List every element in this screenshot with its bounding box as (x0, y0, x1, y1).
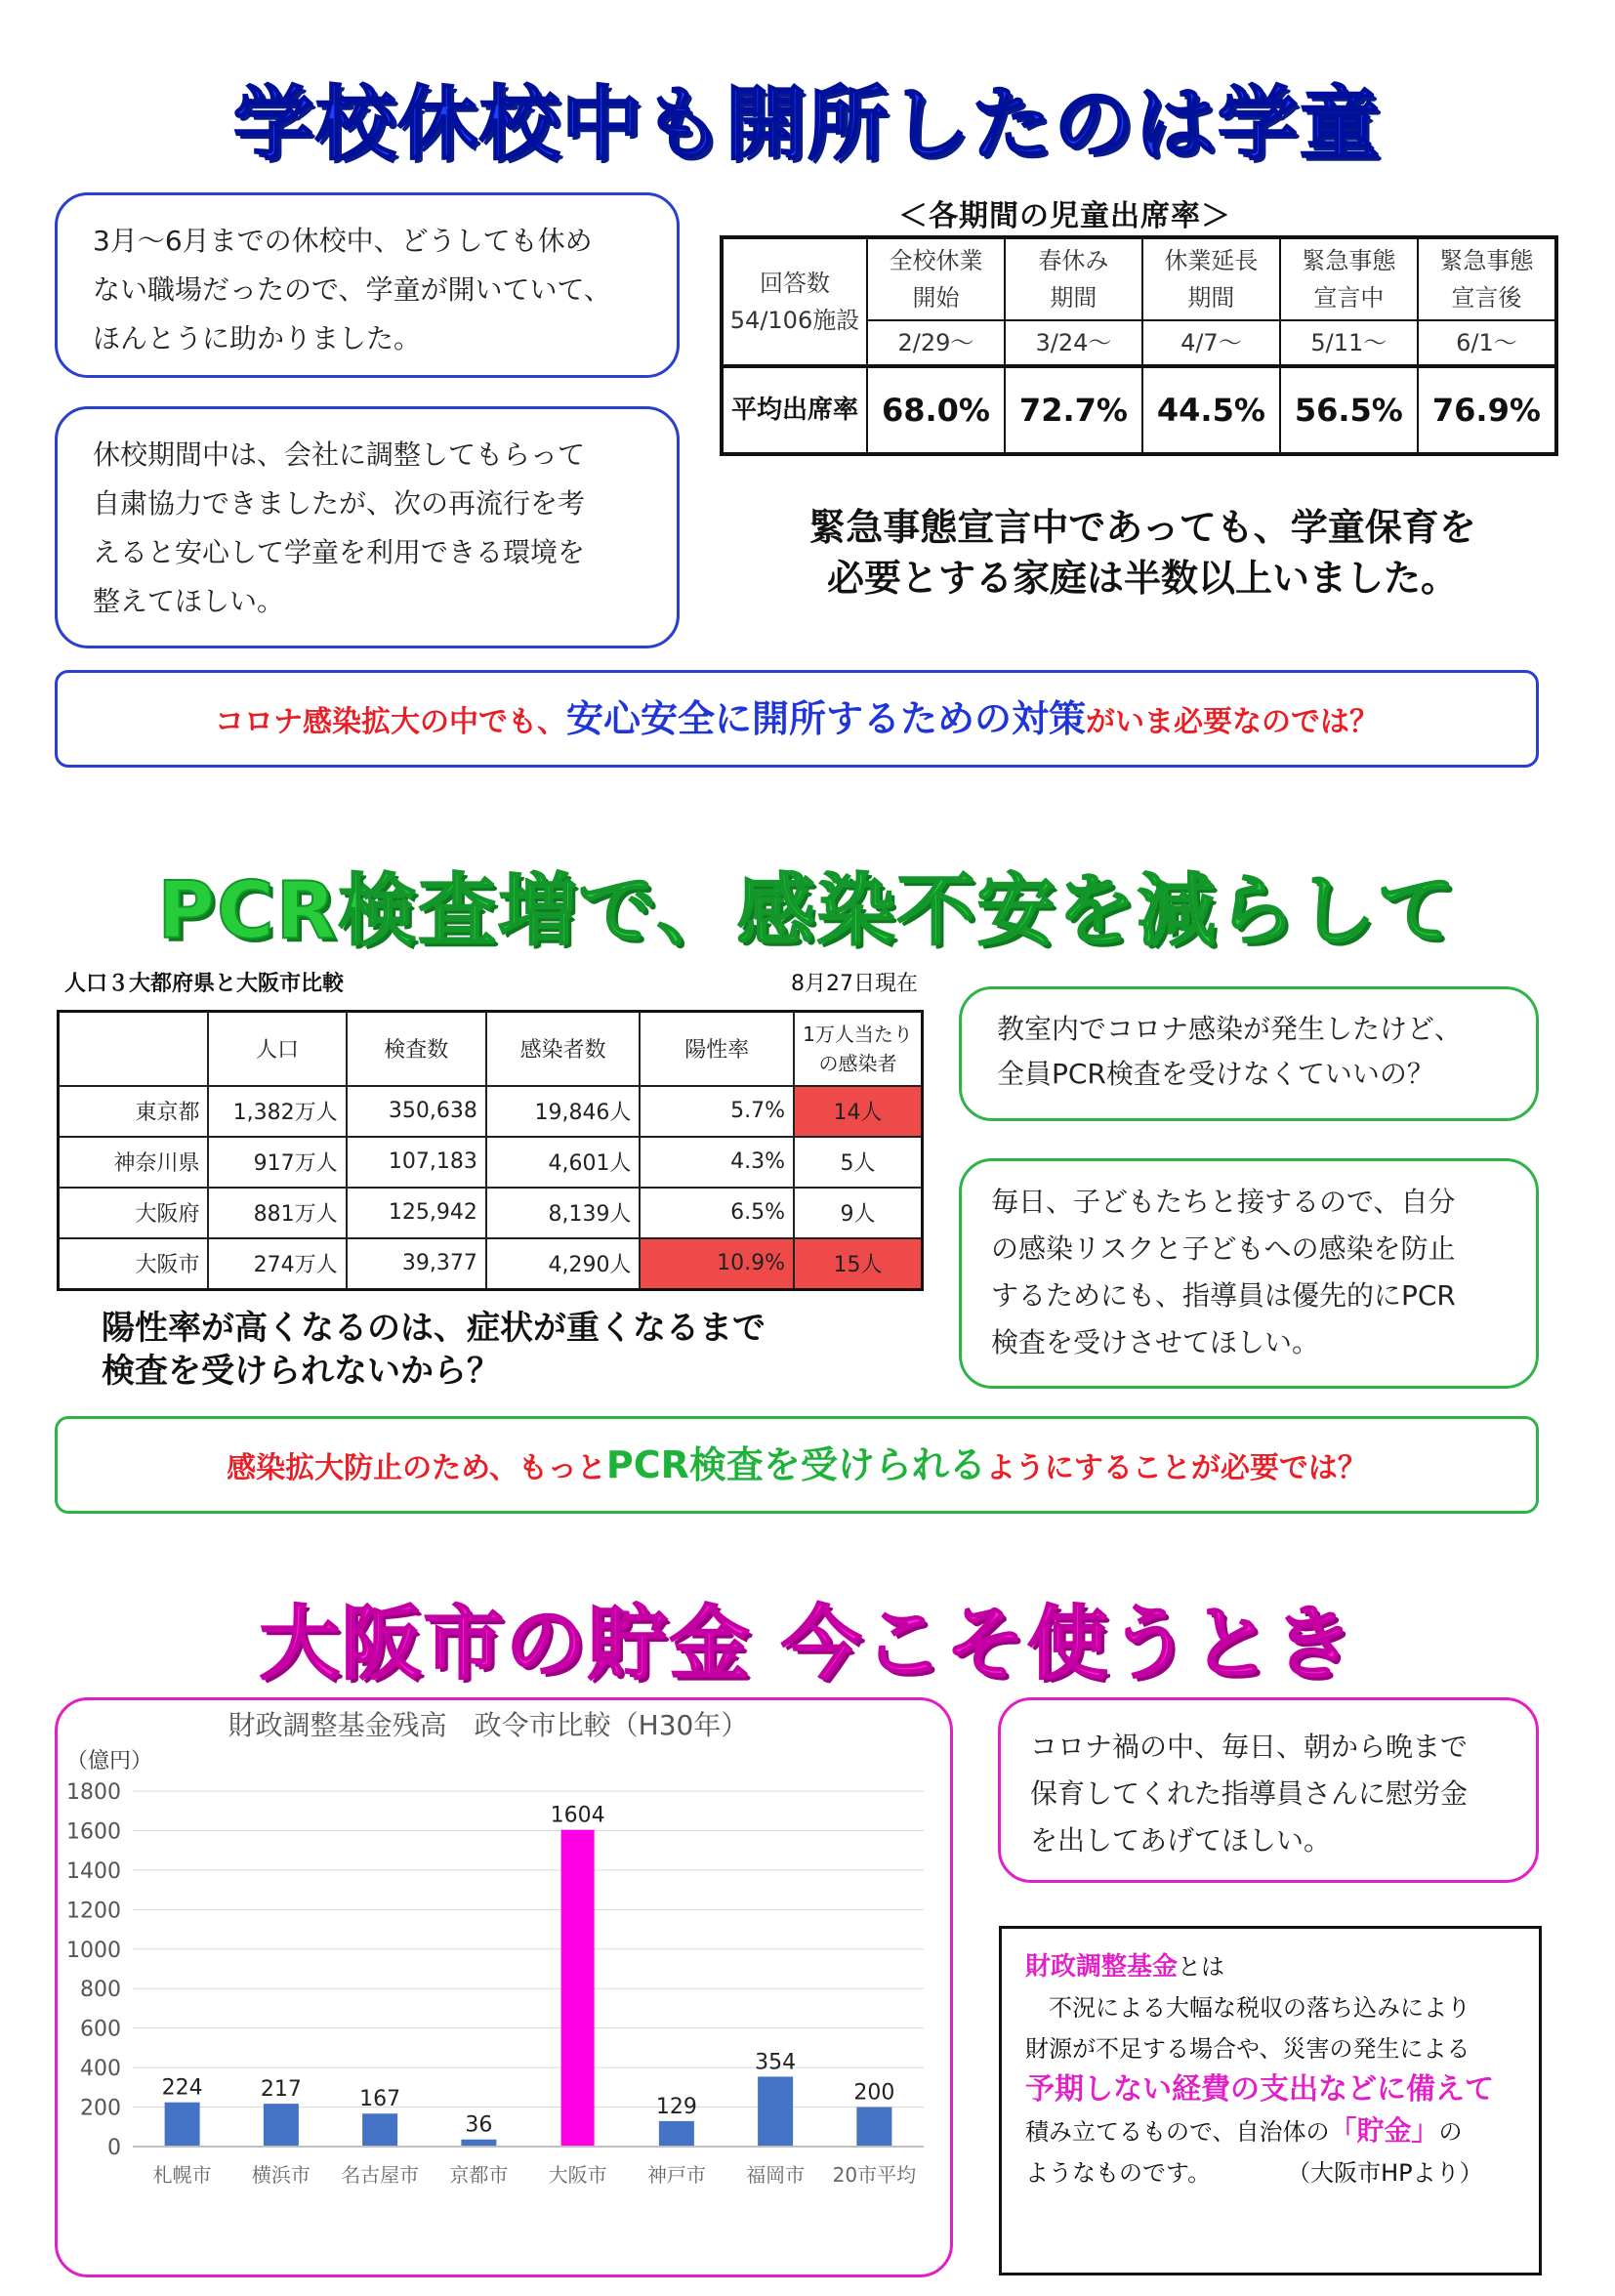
period-date: 4/7～ (1142, 320, 1280, 365)
table-cell-rate: 4.3% (640, 1137, 794, 1188)
table-row (59, 1137, 923, 1188)
fund-balance-chart (59, 1701, 949, 2274)
period-header: 緊急事態 宣言中 (1280, 237, 1418, 320)
table-header-cell: 1万人当たり の感染者 (794, 1012, 923, 1086)
table-cell-name: 大阪府 (59, 1188, 209, 1238)
table-cell-tests: 125,942 (347, 1188, 486, 1238)
bar (856, 2108, 891, 2147)
comment-line: 3月～6月までの休校中、どうしても休め (93, 225, 593, 257)
x-tick-label: 大阪市 (548, 2163, 607, 2187)
table-cell-pop: 274万人 (208, 1238, 346, 1290)
bar (264, 2104, 299, 2147)
data-label: 129 (655, 2094, 697, 2119)
y-tick-label: 1200 (66, 1899, 121, 1924)
comment-line: 休校期間中は、会社に調整してもらって (93, 438, 586, 471)
note-line: 不況による大幅な税収の落ち込みにより (1049, 1994, 1470, 2022)
y-tick-label: 1800 (66, 1780, 121, 1805)
table-cell-name: 神奈川県 (59, 1137, 209, 1188)
period-date: 6/1～ (1418, 320, 1556, 365)
section2-headline: PCR検査増で、感染不安を減らして (157, 865, 1458, 956)
banner-text-emphasis: 安心安全に開所するための対策 (565, 697, 1086, 740)
comment-line: コロナ禍の中、毎日、朝から晩まで (1030, 1731, 1469, 1763)
positivity-statement (102, 1307, 766, 1393)
period-date: 2/29～ (867, 320, 1005, 365)
table-cell-per: 9人 (794, 1188, 923, 1238)
pcr-banner (55, 1416, 1539, 1514)
attendance-table (720, 235, 1558, 456)
data-label: 224 (161, 2075, 203, 2101)
comment-line: ほんとうに助かりました。 (93, 322, 422, 355)
comment-line: 毎日、子どもたちと接するので、自分 (991, 1186, 1456, 1218)
safety-measures-banner (55, 670, 1539, 768)
table-cell-pop: 881万人 (208, 1188, 346, 1238)
chart-title: 財政調整基金残高 政令市比較（H30年） (228, 1709, 749, 1741)
bar (659, 2121, 694, 2147)
note-line: 積み立てるもので、自治体の「貯金」の (1025, 2114, 1463, 2147)
table-row (59, 1238, 923, 1290)
table-cell-pop: 1,382万人 (208, 1086, 346, 1137)
comment-line: 整えてほしい。 (93, 585, 285, 617)
note-heading (1025, 1946, 1515, 1987)
data-label: 217 (260, 2077, 302, 2103)
note-source: （大阪市HPより） (1299, 2159, 1483, 2187)
table-cell-per: 15人 (794, 1238, 923, 1290)
period-header: 緊急事態 宣言後 (1418, 237, 1556, 320)
table-row (59, 1188, 923, 1238)
table-header-cell (59, 1012, 209, 1086)
table-cell-cases: 8,139人 (486, 1188, 641, 1238)
fund-definition-note (999, 1926, 1542, 2275)
table-header-cell: 感染者数 (486, 1012, 641, 1086)
comment-line: するためにも、指導員は優先的にPCR (991, 1279, 1456, 1312)
comment-line: ない職場だったので、学童が開いていて、 (93, 273, 611, 306)
x-tick-label: 神戸市 (646, 2163, 706, 2187)
y-tick-label: 1600 (66, 1819, 121, 1845)
comment-line: 検査を受けさせてほしい。 (991, 1326, 1320, 1358)
section1-headline: 学校休校中も開所したのは学童 (232, 78, 1382, 171)
staff-comment-bubble-1 (959, 986, 1539, 1121)
attendance-rate: 56.5% (1280, 366, 1418, 455)
period-header: 全校休業 開始 (867, 237, 1005, 320)
parent-comment-bubble-1 (55, 192, 680, 378)
x-tick-label: 福岡市 (746, 2163, 806, 2187)
staff-comment-bubble-2 (959, 1158, 1539, 1389)
comment-line: 教室内でコロナ感染が発生したけど、 (997, 1013, 1463, 1045)
table-cell-per: 14人 (794, 1086, 923, 1137)
statement-line: 必要とする家庭は半数以上いました。 (826, 557, 1458, 600)
banner-text-lead: 感染拡大防止のため、もっと (227, 1451, 606, 1485)
x-tick-label: 名古屋市 (341, 2163, 420, 2187)
comparison-table-title: 人口３大都府県と大阪市比較 (64, 972, 345, 996)
period-header: 休業延長 期間 (1142, 237, 1280, 320)
y-tick-label: 200 (80, 2096, 121, 2121)
comment-line: えると安心して学童を利用できる環境を (93, 536, 586, 568)
table-cell-tests: 107,183 (347, 1137, 486, 1188)
chart-y-label: （億円） (66, 1749, 153, 1774)
y-tick-label: 0 (107, 2136, 121, 2160)
table-cell-pop: 917万人 (208, 1137, 346, 1188)
x-tick-label: 京都市 (449, 2163, 509, 2187)
bar (362, 2113, 397, 2147)
bar (165, 2103, 200, 2147)
table-header-cell: 陽性率 (640, 1012, 794, 1086)
pcr-comparison-table (57, 1010, 924, 1291)
respondent-label: 回答数 (760, 269, 830, 297)
table-cell-rate: 6.5% (640, 1188, 794, 1238)
table-cell-tests: 350,638 (347, 1086, 486, 1137)
comment-line: を出してあげてほしい。 (1030, 1824, 1332, 1857)
data-label: 354 (755, 2050, 797, 2075)
table-cell-rate: 5.7% (640, 1086, 794, 1137)
section3-headline: 大阪市の貯金 今こそ使うとき (259, 1598, 1356, 1691)
table-cell-cases: 4,601人 (486, 1137, 641, 1188)
data-label: 36 (465, 2112, 493, 2138)
comment-line: 全員PCR検査を受けなくていいの？ (997, 1058, 1434, 1090)
table-cell-cases: 4,290人 (486, 1238, 641, 1290)
comment-line: の感染リスクと子どもへの感染を防止 (991, 1232, 1456, 1265)
attendance-table-title: ＜各期間の児童出席率＞ (898, 199, 1231, 233)
banner-text-lead: コロナ感染拡大の中でも、 (214, 705, 566, 739)
parent-comment-bubble-2 (55, 406, 680, 648)
attendance-rate: 72.7% (1005, 366, 1142, 455)
table-cell-per: 5人 (794, 1137, 923, 1188)
table-cell-rate: 10.9% (640, 1238, 794, 1290)
banner-text-emphasis: PCR検査を受けられる (605, 1443, 986, 1486)
note-term: 財政調整基金 (1025, 1952, 1179, 1982)
bar (461, 2140, 496, 2147)
attendance-rate: 44.5% (1142, 366, 1280, 455)
note-line: 財源が不足する場合や、災害の発生による (1025, 2035, 1470, 2063)
data-label: 1604 (550, 1803, 605, 1828)
statement-line: 緊急事態宣言中であっても、学童保育を (808, 506, 1476, 549)
y-tick-label: 800 (80, 1978, 121, 2003)
bar (758, 2076, 793, 2147)
table-cell-tests: 39,377 (347, 1238, 486, 1290)
y-tick-label: 1000 (66, 1938, 121, 1963)
statement-line: 陽性率が高くなるのは、症状が重くなるまで (102, 1309, 766, 1348)
attendance-rate: 76.9% (1418, 366, 1556, 455)
banner-text-tail: ようにすることが必要では？ (985, 1451, 1367, 1485)
comparison-table-date: 8月27日現在 (791, 972, 918, 996)
x-tick-label: 横浜市 (251, 2163, 311, 2187)
staff-bonus-bubble (998, 1697, 1539, 1883)
data-label: 200 (853, 2080, 895, 2106)
table-cell-cases: 19,846人 (486, 1086, 641, 1137)
y-tick-label: 1400 (66, 1858, 121, 1884)
respondent-count: 54/106施設 (729, 306, 860, 334)
x-tick-label: 20市平均 (832, 2163, 917, 2187)
attendance-statement (723, 502, 1562, 604)
bar (561, 1830, 595, 2147)
respondent-count-cell (722, 237, 867, 366)
y-tick-label: 400 (80, 2057, 121, 2082)
comment-line: 自粛協力できましたが、次の再流行を考 (93, 487, 586, 520)
y-tick-label: 600 (80, 2017, 121, 2042)
period-header: 春休み 期間 (1005, 237, 1142, 320)
note-quote: 「貯金」 (1329, 2114, 1439, 2147)
table-header-cell: 人口 (208, 1012, 346, 1086)
attendance-rate: 68.0% (867, 366, 1005, 455)
banner-text-tail: がいま必要なのでは？ (1086, 705, 1379, 739)
average-attendance-label: 平均出席率 (722, 366, 867, 455)
statement-line: 検査を受けられないから？ (102, 1352, 500, 1391)
table-row (59, 1086, 923, 1137)
note-line: ようなものです。 （大阪市HPより） (1025, 2159, 1483, 2187)
note-term-suffix: とは (1178, 1953, 1225, 1981)
period-date: 5/11～ (1280, 320, 1418, 365)
x-tick-label: 札幌市 (152, 2163, 212, 2187)
period-date: 3/24～ (1005, 320, 1142, 365)
comment-line: 保育してくれた指導員さんに慰労金 (1030, 1777, 1469, 1810)
table-cell-name: 大阪市 (59, 1238, 209, 1290)
table-cell-name: 東京都 (59, 1086, 209, 1137)
note-emphasis: 予期しない経費の支出などに備えて (1025, 2072, 1494, 2107)
table-header-cell: 検査数 (347, 1012, 486, 1086)
data-label: 167 (359, 2087, 401, 2112)
